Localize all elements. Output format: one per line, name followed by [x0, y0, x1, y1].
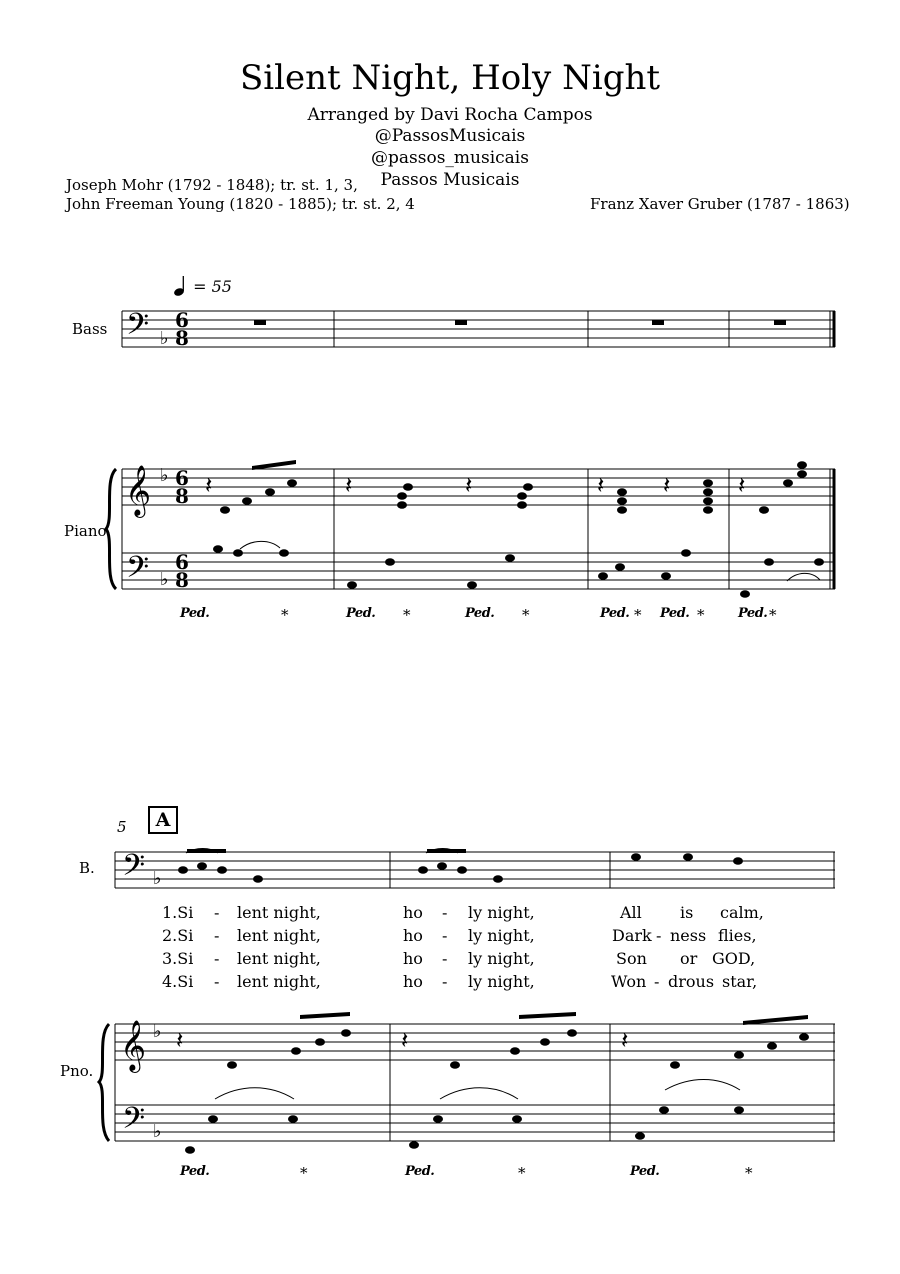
- lyric-syllable: calm,: [720, 903, 764, 922]
- svg-text:8: 8: [175, 484, 189, 508]
- lyric-syllable: ho: [403, 903, 423, 922]
- pedal-up-mark: *: [522, 606, 530, 624]
- lyric-hyphen: -: [442, 903, 448, 922]
- tempo-value: = 55: [193, 277, 232, 296]
- pedal-down-mark: Ped.: [738, 606, 768, 621]
- svg-text:6: 6: [175, 466, 189, 490]
- svg-text:𝄽: 𝄽: [345, 471, 353, 499]
- lyric-syllable: lent night,: [237, 926, 321, 945]
- pedal-up-mark: *: [300, 1164, 308, 1182]
- pedal-down-mark: Ped.: [180, 1164, 210, 1179]
- arranger-credit: Arranged by Davi Rocha Campos: [307, 105, 593, 125]
- brand-name: Passos Musicais: [380, 170, 520, 190]
- lyric-syllable: 1.Si: [162, 903, 194, 922]
- social-handle-1: @PassosMusicais: [374, 126, 526, 146]
- bass-clef-icon: 𝄢: [122, 1102, 146, 1143]
- lyric-syllable: 3.Si: [162, 949, 194, 968]
- pedal-up-mark: *: [634, 606, 642, 624]
- pedal-down-mark: Ped.: [630, 1164, 660, 1179]
- lyric-syllable: drous: [668, 972, 715, 991]
- lyricist-credit-1: Joseph Mohr (1792 - 1848); tr. st. 1, 3,: [66, 176, 358, 194]
- lyric-syllable: lent night,: [237, 903, 321, 922]
- flat-icon: ♭: [153, 1021, 162, 1042]
- svg-text:6: 6: [175, 550, 189, 574]
- lyric-syllable: GOD,: [712, 949, 756, 968]
- treble-clef-icon: 𝄞: [120, 1020, 147, 1071]
- pedal-down-mark: Ped.: [180, 606, 210, 621]
- lyric-hyphen: -: [442, 949, 448, 968]
- lyric-hyphen: -: [214, 926, 220, 945]
- lyric-syllable: All: [620, 903, 642, 922]
- flat-icon: ♭: [153, 1121, 162, 1142]
- flat-icon: ♭: [153, 868, 162, 889]
- vocal-label-bass: Bass: [72, 320, 108, 338]
- lyric-syllable: star,: [722, 972, 758, 991]
- flat-icon: ♭: [160, 569, 169, 590]
- lyric-syllable: ly night,: [468, 949, 535, 968]
- svg-text:8: 8: [175, 326, 189, 350]
- piano-bass-staff-system2: [115, 1105, 835, 1141]
- svg-text:6: 6: [175, 308, 189, 332]
- lyric-syllable: lent night,: [237, 949, 321, 968]
- pedal-up-mark: *: [403, 606, 411, 624]
- lyric-syllable: 4.Si: [162, 972, 194, 991]
- bass-clef-icon: 𝄢: [126, 308, 150, 349]
- lyric-syllable: ho: [403, 972, 423, 991]
- pedal-up-mark: *: [518, 1164, 526, 1182]
- svg-text:8: 8: [175, 568, 189, 592]
- svg-text:𝄽: 𝄽: [621, 1026, 629, 1054]
- pedal-up-mark: *: [769, 606, 777, 624]
- treble-clef-icon: 𝄞: [125, 465, 152, 516]
- lyric-syllable: 2.Si: [162, 926, 194, 945]
- svg-text:𝄽: 𝄽: [738, 471, 746, 499]
- pedal-down-mark: Ped.: [600, 606, 630, 621]
- flat-icon: ♭: [160, 465, 169, 486]
- lyric-hyphen: -: [442, 926, 448, 945]
- composer-credit: Franz Xaver Gruber (1787 - 1863): [590, 195, 850, 213]
- svg-text:𝄽: 𝄽: [205, 471, 213, 499]
- svg-text:𝄽: 𝄽: [465, 471, 473, 499]
- lyricist-credit-2: John Freeman Young (1820 - 1885); tr. st. 2, 4: [66, 195, 415, 213]
- piano-label-short: Pno.: [60, 1062, 94, 1080]
- time-signature: [175, 308, 189, 592]
- lyric-syllable: Dark: [612, 926, 652, 945]
- bass-staff: [122, 311, 835, 347]
- pedal-up-mark: *: [745, 1164, 753, 1182]
- lyric-syllable: ness: [670, 926, 707, 945]
- lyric-hyphen: -: [442, 972, 448, 991]
- social-handle-2: @passos_musicais: [371, 148, 529, 168]
- piano-treble-staff: [122, 469, 835, 505]
- piece-title: Silent Night, Holy Night: [239, 58, 661, 98]
- lyric-syllable: Won: [611, 972, 647, 991]
- pedal-up-mark: *: [697, 606, 705, 624]
- rehearsal-mark: A: [148, 806, 178, 834]
- lyric-hyphen: -: [654, 972, 660, 991]
- vocal-label-short: B.: [79, 859, 95, 877]
- lyric-syllable: ly night,: [468, 972, 535, 991]
- lyric-syllable: flies,: [718, 926, 757, 945]
- pedal-up-mark: *: [281, 606, 289, 624]
- lyric-syllable: Son: [616, 949, 647, 968]
- pedal-down-mark: Ped.: [405, 1164, 435, 1179]
- lyric-hyphen: -: [656, 926, 662, 945]
- pedal-down-mark: Ped.: [465, 606, 495, 621]
- bass-clef-icon: 𝄢: [126, 551, 150, 592]
- svg-text:𝄽: 𝄽: [176, 1026, 184, 1054]
- lyric-syllable: ly night,: [468, 903, 535, 922]
- lyric-syllable: ho: [403, 949, 423, 968]
- bass-clef-icon: 𝄢: [122, 849, 146, 890]
- lyric-hyphen: -: [214, 903, 220, 922]
- lyric-syllable: ho: [403, 926, 423, 945]
- piano-label: Piano: [64, 522, 107, 540]
- svg-text:𝄽: 𝄽: [401, 1026, 409, 1054]
- lyric-hyphen: -: [214, 949, 220, 968]
- piano-treble-staff-system2: [115, 1024, 835, 1060]
- lyric-syllable: ly night,: [468, 926, 535, 945]
- lyric-syllable: lent night,: [237, 972, 321, 991]
- piano-bass-staff: [122, 553, 835, 589]
- svg-text:𝄽: 𝄽: [663, 471, 671, 499]
- lyric-syllable: or: [680, 949, 698, 968]
- measure-number: 5: [117, 818, 127, 836]
- pedal-down-mark: Ped.: [346, 606, 376, 621]
- svg-text:𝄽: 𝄽: [597, 471, 605, 499]
- lyric-hyphen: -: [214, 972, 220, 991]
- flat-icon: ♭: [160, 328, 169, 349]
- lyric-syllable: is: [680, 903, 694, 922]
- pedal-down-mark: Ped.: [660, 606, 690, 621]
